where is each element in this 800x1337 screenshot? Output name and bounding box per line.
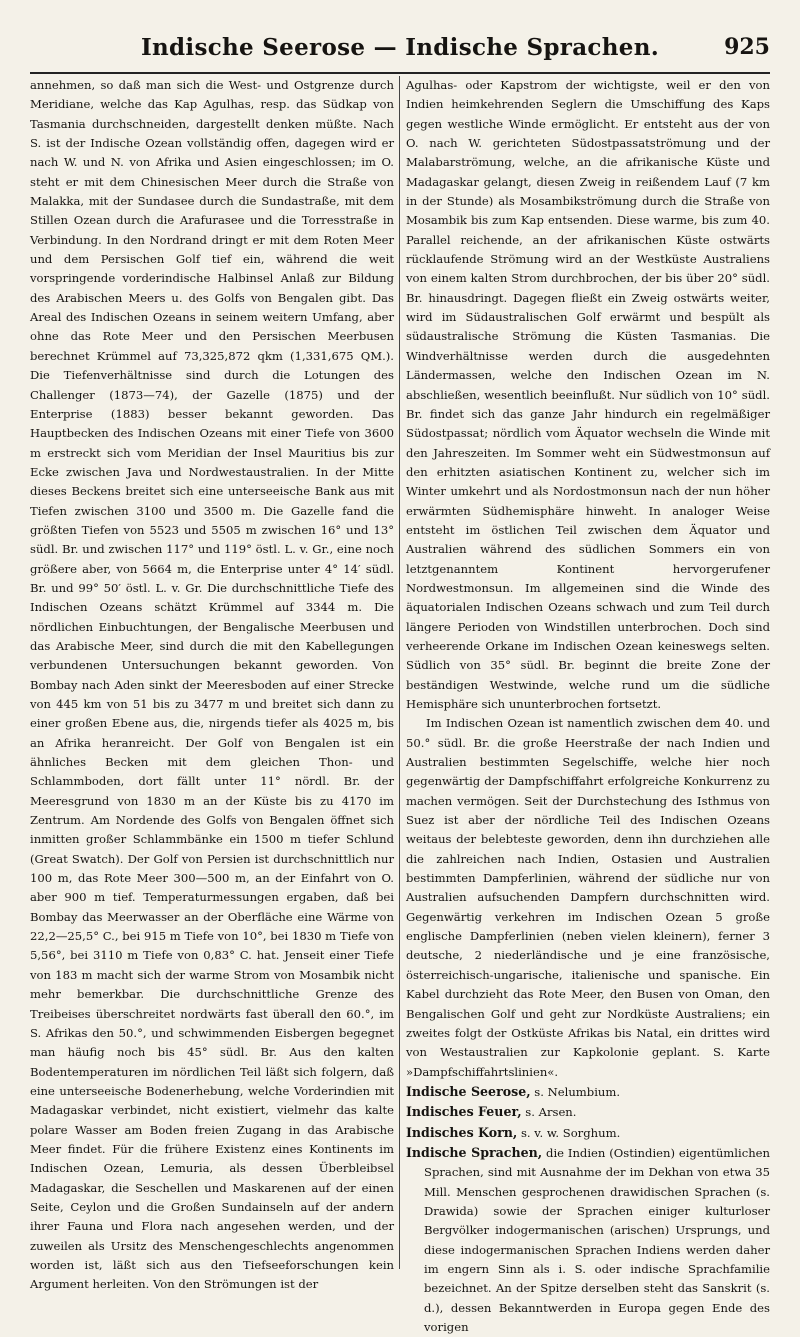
entry-text: s. Nelumbium.: [530, 1084, 621, 1099]
page-number: 925: [724, 34, 770, 60]
headword: Indisches Feuer,: [406, 1104, 522, 1120]
headword: Indische Seerose,: [406, 1083, 531, 1099]
headword: Indische Sprachen,: [406, 1144, 543, 1160]
column-divider: [399, 76, 400, 1269]
entry-indische-seerose: [406, 1082, 770, 1102]
left-column: [30, 76, 394, 1292]
text-columns: [30, 76, 770, 1334]
currents-winds-paragraph: Agulhas- oder Kapstrom der wichtigste, weil er den von Indien heimkehrenden Seglern die Umschiffung des Kaps gegen westliche Winde ermöglicht. Er entsteht aus der von O. nach W. gerichteten Südostpassatströmung und der Malabarströmung, welche, an die afrikanische Küste und Madagaskar gelangt, diesen Zweig in reißendem Lauf (7 km in der Stunde) als Mosambikströmung durch die Straße von Mosambik bis zum Kap entsenden. Diese warme, bis zum 40. Parallel reichende, an der afrikanischen Küste ostwärts rücklaufende Strömung wird an der Westküste Australiens von einem kalten Strom durchbrochen, der bis über 20° südl. Br. hinausdringt. Dagegen fließt ein Zweig ostwärts weiter, wird im Südaustralischen Golf erwärmt und bespült als südaustralische Strömung die Küsten Tasmanias. Die Windverhältnisse werden durch die ausgedehnten Ländermassen, welche den Indischen Ozean im N. abschließen, wesentlich beeinflußt. Nur südlich von 10° südl. Br. findet sich das ganze Jahr hindurch ein regelmäßiger Südostpassat; nördlich vom Äquator wechseln die Winde mit den Jahreszeiten. Im Sommer weht ein Südwestmonsun auf den erhitzten asiatischen Kontinent zu, welcher sich im Winter umkehrt und als Nordostmonsun nach der nun höher erwärmten Südhemisphäre hinweht. In analoger Weise entsteht im östlichen Teil zwischen dem Äquator und Australien während des südlichen Sommers ein von letztgenanntem Kontinent hervorgerufener Nordwestmonsun. Im allgemeinen sind die Winde des äquatorialen Indischen Ozeans schwach und zum Teil durch längere Perioden von Windstillen unterbrochen. Doch sind verheerende Orkane im Indischen Ozean keineswegs selten. Südlich von 35° südl. Br. beginnt die breite Zone der beständigen Westwinde, welche rund um die südliche Hemisphäre sich ununterbrochen fortsetzt.: [406, 78, 770, 711]
headword: Indisches Korn,: [406, 1124, 518, 1140]
entry-text: s. v. w. Sorghum.: [517, 1125, 621, 1140]
entry-text: s. Arsen.: [521, 1105, 577, 1120]
right-column: [406, 76, 770, 1334]
shipping-paragraph: Im Indischen Ozean ist namentlich zwischen dem 40. und 50.° südl. Br. die große Heerstraße der nach Indien und Australien bestimmten Segelschiffe, welche hier noch gegenwärtig der Dampfschiffahrt erfolgreiche Konkurrenz zu machen vermögen. Seit der Durchstechung des Isthmus von Suez ist aber der nördliche Teil des Indischen Ozeans weitaus der belebteste geworden, denn ihn durchziehen alle die zahlreichen nach Indien, Ostasien und Australien bestimmten Dampferlinien, während der südliche nur von Australien aufsuchenden Dampfern durchschnitten wird. Gegenwärtig verkehren im Indischen Ozean 5 große englische Dampferlinien (neben vielen kleinern), ferner 3 deutsche, 2 niederländische und je eine französische, österreichisch-ungarische, italienische und spanische. Ein Kabel durchzieht das Rote Meer, den Busen von Oman, den Bengalischen Golf und geht zur Nordküste Australiens; ein zweites folgt der Ostküste Afrikas bis Natal, ein drittes wird von Westaustralien zur Kapkolonie geplant. S. Karte »Dampfschiffahrtslinien«.: [406, 716, 770, 1079]
ocean-article-continuation: annehmen, so daß man sich die West- und Ostgrenze durch Meridiane, welche das Kap Agulhas, resp. das Südkap von Tasmania durchschneiden, dargestellt denken müßte. Nach S. ist der Indische Ozean vollständig offen, dagegen wird er nach W. und N. von Afrika und Asien eingeschlossen; im O. steht er mit dem Chinesischen Meer durch die Straße von Malakka, mit der Sundasee durch die Sundastraße, mit dem Stillen Ozean durch die Arafurasee und die Torresstraße in Verbindung. In den Nordrand dringt er mit dem Roten Meer und dem Persischen Golf tief ein, während die weit vorspringende vorderindische Halbinsel Anlaß zur Bildung des Arabischen Meers u. des Golfs von Bengalen gibt. Das Areal des Indischen Ozeans in seinem weitern Umfang, aber ohne das Rote Meer und den Persischen Meerbusen berechnet Krümmel auf 73,325,872 qkm (1,331,675 QM.). Die Tiefenverhältnisse sind durch die Lotungen des Challenger (1873—74), der Gazelle (1875) und der Enterprise (1883) besser bekannt geworden. Das Hauptbecken des Indischen Ozeans mit einer Tiefe von 3600 m erstreckt sich vom Meridian der Insel Mauritius bis zur Ecke zwischen Java und Nordwestaustralien. In der Mitte dieses Beckens breitet sich eine unterseeische Bank aus mit Tiefen zwischen 3100 und 3500 m. Die Gazelle fand die größten Tiefen von 5523 und 5505 m zwischen 16° und 13° südl. Br. und zwischen 117° und 119° östl. L. v. Gr., eine noch größere aber, von 5664 m, die Enterprise unter 4° 14′ südl. Br. und 99° 50′ östl. L. v. Gr. Die durchschnittliche Tiefe des Indischen Ozeans schätzt Krümmel auf 3344 m. Die nördlichen Einbuchtungen, der Bengalische Meerbusen und das Arabische Meer, sind durch die mit den Kabellegungen verbundenen Untersuchungen bekannt geworden. Von Bombay nach Aden sinkt der Meeresboden auf einer Strecke von 445 km von 51 bis zu 3477 m und breitet sich dann zu einer großen Ebene aus, die, nirgends tiefer als 4025 m, bis an Afrika heranreicht. Der Golf von Bengalen ist ein ähnliches Becken mit dem gleichen Thon- und Schlammboden, dort fällt unter 11° nördl. Br. der Meeresgrund von 1830 m an der Küste bis zu 4170 im Zentrum. Am Nordende des Golfs von Bengalen öffnet sich inmitten großer Schlammbänke ein 1500 m tiefer Schlund (Great Swatch). Der Golf von Persien ist durchschnittlich nur 100 m, das Rote Meer 300—500 m, an der Einfahrt von O. aber 900 m tief. Temperaturmessungen ergaben, daß bei Bombay das Meerwasser an der Oberfläche eine Wärme von 22,2—25,5° C., bei 915 m Tiefe von 10°, bei 1830 m Tiefe von 5,56°, bei 3110 m Tiefe von 0,83° C. hat. Jenseit einer Tiefe von 183 m macht sich der warme Strom von Mosambik nicht mehr bemerkbar. Die durchschnittliche Grenze des Treibeises überschreitet nordwärts fast überall den 60.°, im S. Afrikas den 50.°, und schwimmenden Eisbergen begegnet man häufig noch bis 45° südl. Br. Aus den kalten Bodentemperaturen im nördlichen Teil läßt sich folgern, daß eine unterseeische Bodenerhebung, welche Vorderindien mit Madagaskar verbindet, nicht existiert, vielmehr das kalte polare Wasser am Boden freien Zugang in das Arabische Meer findet. Für die frühere Existenz eines Kontinents im Indischen Ozean, Lemuria, als dessen Überbleibsel Madagaskar, die Seschellen und Maskarenen auf der einen Seite, Ceylon und die Großen Sundainseln auf der andern ihrer Fauna und Flora nach angesehen werden, und der zuweilen als Ursitz des Menschengeschlechts angenommen worden ist, läßt sich aus den Tiefseeforschungen kein Argument herleiten. Von den Strömungen ist der: [30, 78, 394, 1292]
page-title: Indische Seerose — Indische Sprachen.: [140, 34, 660, 61]
entry-indische-sprachen: [406, 1143, 770, 1337]
entry-text: die Indien (Ostindien) eigentümlichen Sprachen, sind mit Ausnahme der im Dekhan von etwa 35 Mill. Menschen gesprochenen drawidischen Sprachen (s. Drawida) sowie der Sprachen einiger kulturloser Bergvölker indogermanischen (arischen) Ursprungs, und diese indogermanischen Sprachen Indiens werden daher im engern Sinn als i. S. oder indische Sprachfamilie bezeichnet. An der Spitze derselben steht das Sanskrit (s. d.), dessen Bekanntwerden in Europa gegen Ende des vorigen: [424, 1145, 770, 1334]
entry-indisches-korn: [406, 1123, 770, 1143]
running-head: [30, 28, 770, 74]
entry-indisches-feuer: [406, 1102, 770, 1122]
